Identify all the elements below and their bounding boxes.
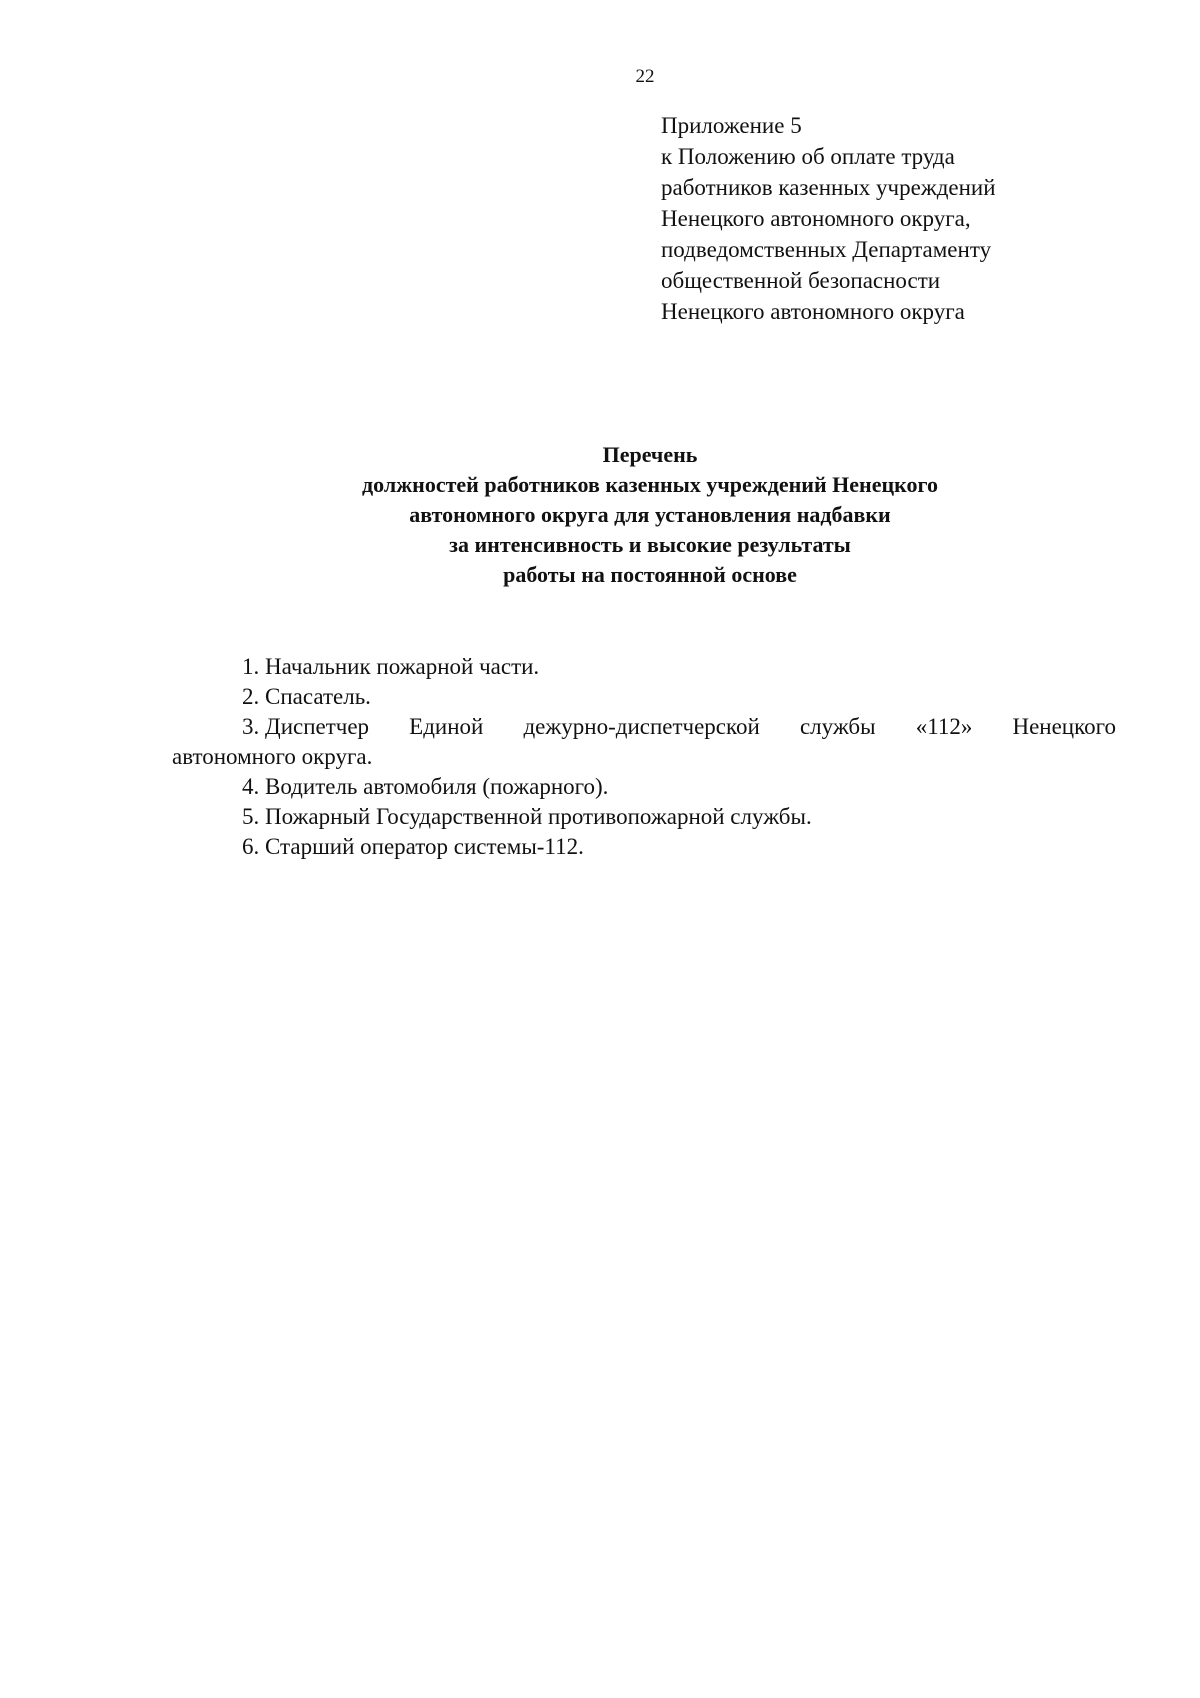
list-item: 6. Старший оператор системы-112. (242, 834, 584, 859)
appendix-block (661, 110, 1161, 327)
title-line: автономного округа для установления надбавки (409, 502, 891, 527)
list-item-continuation: автономного округа. (172, 744, 373, 769)
appendix-line: Приложение 5 (661, 113, 802, 138)
title-line: работы на постоянной основе (503, 562, 797, 587)
list-item: 1. Начальник пожарной части. (242, 654, 540, 679)
appendix-line: к Положению об оплате труда (661, 144, 955, 169)
list-item: 5. Пожарный Государственной противопожарной службы. (242, 804, 812, 829)
list-word: дежурно-диспетчерской (523, 714, 760, 739)
appendix-line: Ненецкого автономного округа, (661, 206, 971, 231)
title-line: должностей работников казенных учреждений Ненецкого (362, 472, 938, 497)
list-word: 3. Диспетчер (242, 714, 370, 739)
list-item-line (172, 712, 1116, 742)
list-item: 4. Водитель автомобиля (пожарного). (242, 774, 609, 799)
appendix-line: общественной безопасности (661, 268, 941, 293)
appendix-line: подведомственных Департаменту (661, 237, 992, 262)
list-item (172, 712, 1116, 772)
title-line: Перечень (602, 442, 698, 467)
document-title (150, 440, 1150, 590)
position-list (172, 652, 1116, 862)
list-word: Ненецкого (1012, 714, 1116, 739)
list-word: «112» (915, 714, 973, 739)
title-line: за интенсивность и высокие результаты (449, 532, 851, 557)
appendix-line: работников казенных учреждений (661, 175, 996, 200)
list-word: Единой (409, 714, 484, 739)
page-number: 22 (635, 66, 655, 87)
list-word: службы (799, 714, 876, 739)
list-item: 2. Спасатель. (242, 684, 371, 709)
appendix-line: Ненецкого автономного округа (661, 299, 965, 324)
